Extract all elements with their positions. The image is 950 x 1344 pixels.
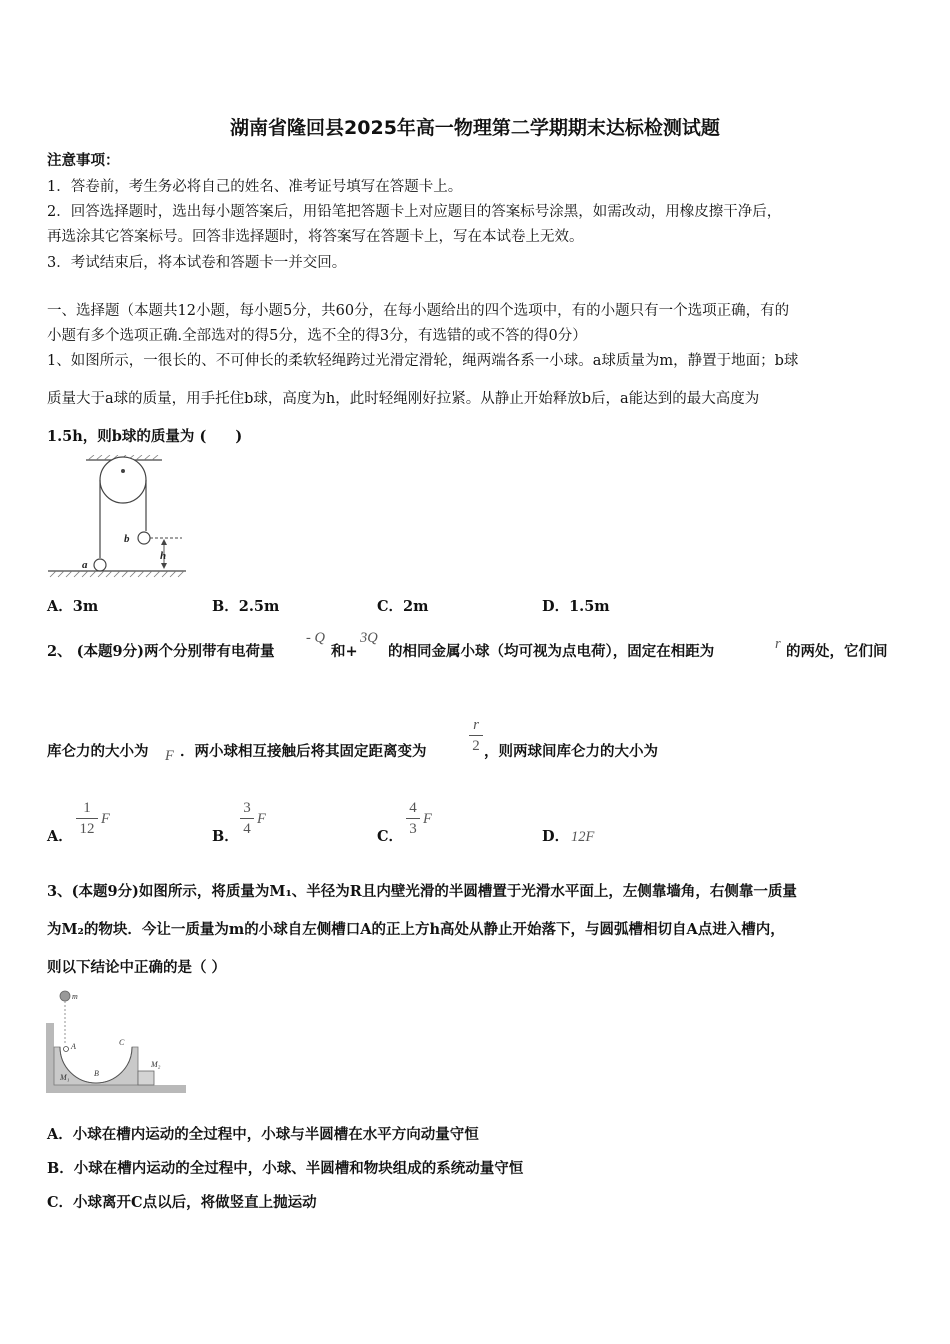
q2-option-c-den: 3 [409, 821, 417, 837]
q2-option-a-fraction[interactable] [76, 799, 98, 838]
q1-line2: 质量大于a球的质量，用手托住b球，高度为h，此时轻绳刚好拉紧。从静止开始释放b后，a能达到的最大高度为 [47, 391, 760, 407]
q2-distance-r: r [775, 636, 781, 652]
q2-line2-part2: ．两小球相互接触后将其固定距离变为 [180, 743, 427, 760]
q3-figure-label-m1: M₁ [60, 1073, 70, 1082]
q2-and-label: 和+ [331, 643, 358, 660]
q3-line2: 为M₂的物块．今让一质量为m的小球自左侧槽口A的正上方h高处从静止开始落下，与圆弧槽相切自A点进入槽内， [47, 921, 785, 938]
q2-option-b-den: 4 [243, 821, 251, 837]
q3-figure-label-m2: M₂ [151, 1060, 161, 1069]
q2-option-c-label[interactable]: C． [377, 828, 404, 845]
q2-option-a-den: 12 [79, 821, 95, 837]
q3-line3: 则以下结论中正确的是（ ） [47, 959, 227, 976]
notice-item-2: 2．回答选择题时，选出每小题答案后，用铅笔把答题卡上对应题目的答案标号涂黑，如需改动，用橡皮擦干净后， [47, 204, 782, 220]
q2-option-c-fraction[interactable] [406, 799, 420, 838]
notice-item-3: 3．考试结束后，将本试卷和答题卡一并交回。 [47, 255, 347, 271]
q3-option-b[interactable]: B．小球在槽内运动的全过程中，小球、半圆槽和物块组成的系统动量守恒 [47, 1160, 524, 1177]
q3-figure-label-b: B [94, 1069, 99, 1078]
q2-option-b-fraction[interactable] [240, 799, 254, 838]
q1-figure-label-b: b [124, 533, 130, 545]
q3-option-c[interactable]: C．小球离开C点以后，将做竖直上抛运动 [47, 1194, 317, 1211]
q3-figure-label-c: C [119, 1038, 125, 1047]
q2-fraction-r-over-2 [469, 716, 483, 755]
q1-figure-label-h: h [160, 550, 167, 562]
q2-line2-part3: ，则两球间库仑力的大小为 [484, 743, 658, 760]
q2-charge-neg-q: - Q [306, 630, 325, 646]
q3-semicircle-groove-figure [44, 985, 190, 1097]
q2-line2-part1: 库仑力的大小为 [47, 743, 149, 760]
q2-option-b-label[interactable]: B． [212, 828, 239, 845]
q2-line1-part3: 的两处，它们间 [786, 643, 888, 660]
q2-option-d-label[interactable]: D． [542, 828, 570, 845]
q3-figure-label-m: m [72, 992, 78, 1001]
q1-option-d[interactable]: D．1.5m [542, 598, 610, 615]
q2-option-b-var: F [257, 811, 266, 827]
section-heading-line1: 一、选择题（本题共12小题，每小题5分，共60分，在每小题给出的四个选项中，有的小题只有一个选项正确，有的 [47, 303, 790, 319]
q1-line1: 1、如图所示，一很长的、不可伸长的柔软轻绳跨过光滑定滑轮，绳两端各系一小球。a球质量为m，静置于地面；b球 [47, 353, 799, 369]
q2-option-c-var: F [423, 811, 432, 827]
q3-line1: 3、(本题9分)如图所示，将质量为M₁、半径为R且内壁光滑的半圆槽置于光滑水平面上，左侧靠墙角，右侧靠一质量 [47, 883, 797, 900]
q1-option-c[interactable]: C．2m [377, 598, 429, 615]
q2-fraction-denominator: 2 [472, 738, 480, 754]
q1-line3: 1.5h，则b球的质量为 ( ) [47, 428, 243, 445]
q2-force-f: F [165, 748, 174, 764]
q3-figure-label-a: A [71, 1042, 76, 1051]
notice-heading: 注意事项： [47, 152, 120, 169]
q3-option-a[interactable]: A．小球在槽内运动的全过程中，小球与半圆槽在水平方向动量守恒 [47, 1126, 479, 1143]
page-title: 湖南省隆回县2025年高一物理第二学期期末达标检测试题 [230, 117, 720, 139]
q2-option-a-var: F [101, 811, 110, 827]
q1-figure-label-a: a [82, 559, 88, 571]
q2-option-d-expr[interactable]: 12F [571, 829, 595, 845]
notice-item-2-cont: 再选涂其它答案标号。回答非选择题时，将答案写在答题卡上，写在本试卷上无效。 [47, 229, 584, 245]
q1-option-b[interactable]: B．2.5m [212, 598, 280, 615]
section-heading-line2: 小题有多个选项正确.全部选对的得5分，选不全的得3分，有选错的或不答的得0分） [47, 328, 587, 344]
q2-charge-3q: 3Q [360, 630, 378, 646]
q2-option-a-label[interactable]: A． [47, 828, 73, 845]
q2-option-a-num: 1 [83, 800, 91, 816]
q2-fraction-numerator: r [473, 717, 479, 733]
q2-line1-part2: 的相同金属小球（均可视为点电荷），固定在相距为 [388, 643, 715, 660]
q1-option-a[interactable]: A．3m [47, 598, 99, 615]
q2-line1-part1: 2、 (本题9分)两个分别带有电荷量 [47, 643, 275, 660]
q2-option-c-num: 4 [409, 800, 417, 816]
notice-item-1: 1．答卷前，考生务必将自己的姓名、准考证号填写在答题卡上。 [47, 179, 463, 195]
q2-option-b-num: 3 [243, 800, 251, 816]
q1-pulley-figure [44, 455, 194, 580]
